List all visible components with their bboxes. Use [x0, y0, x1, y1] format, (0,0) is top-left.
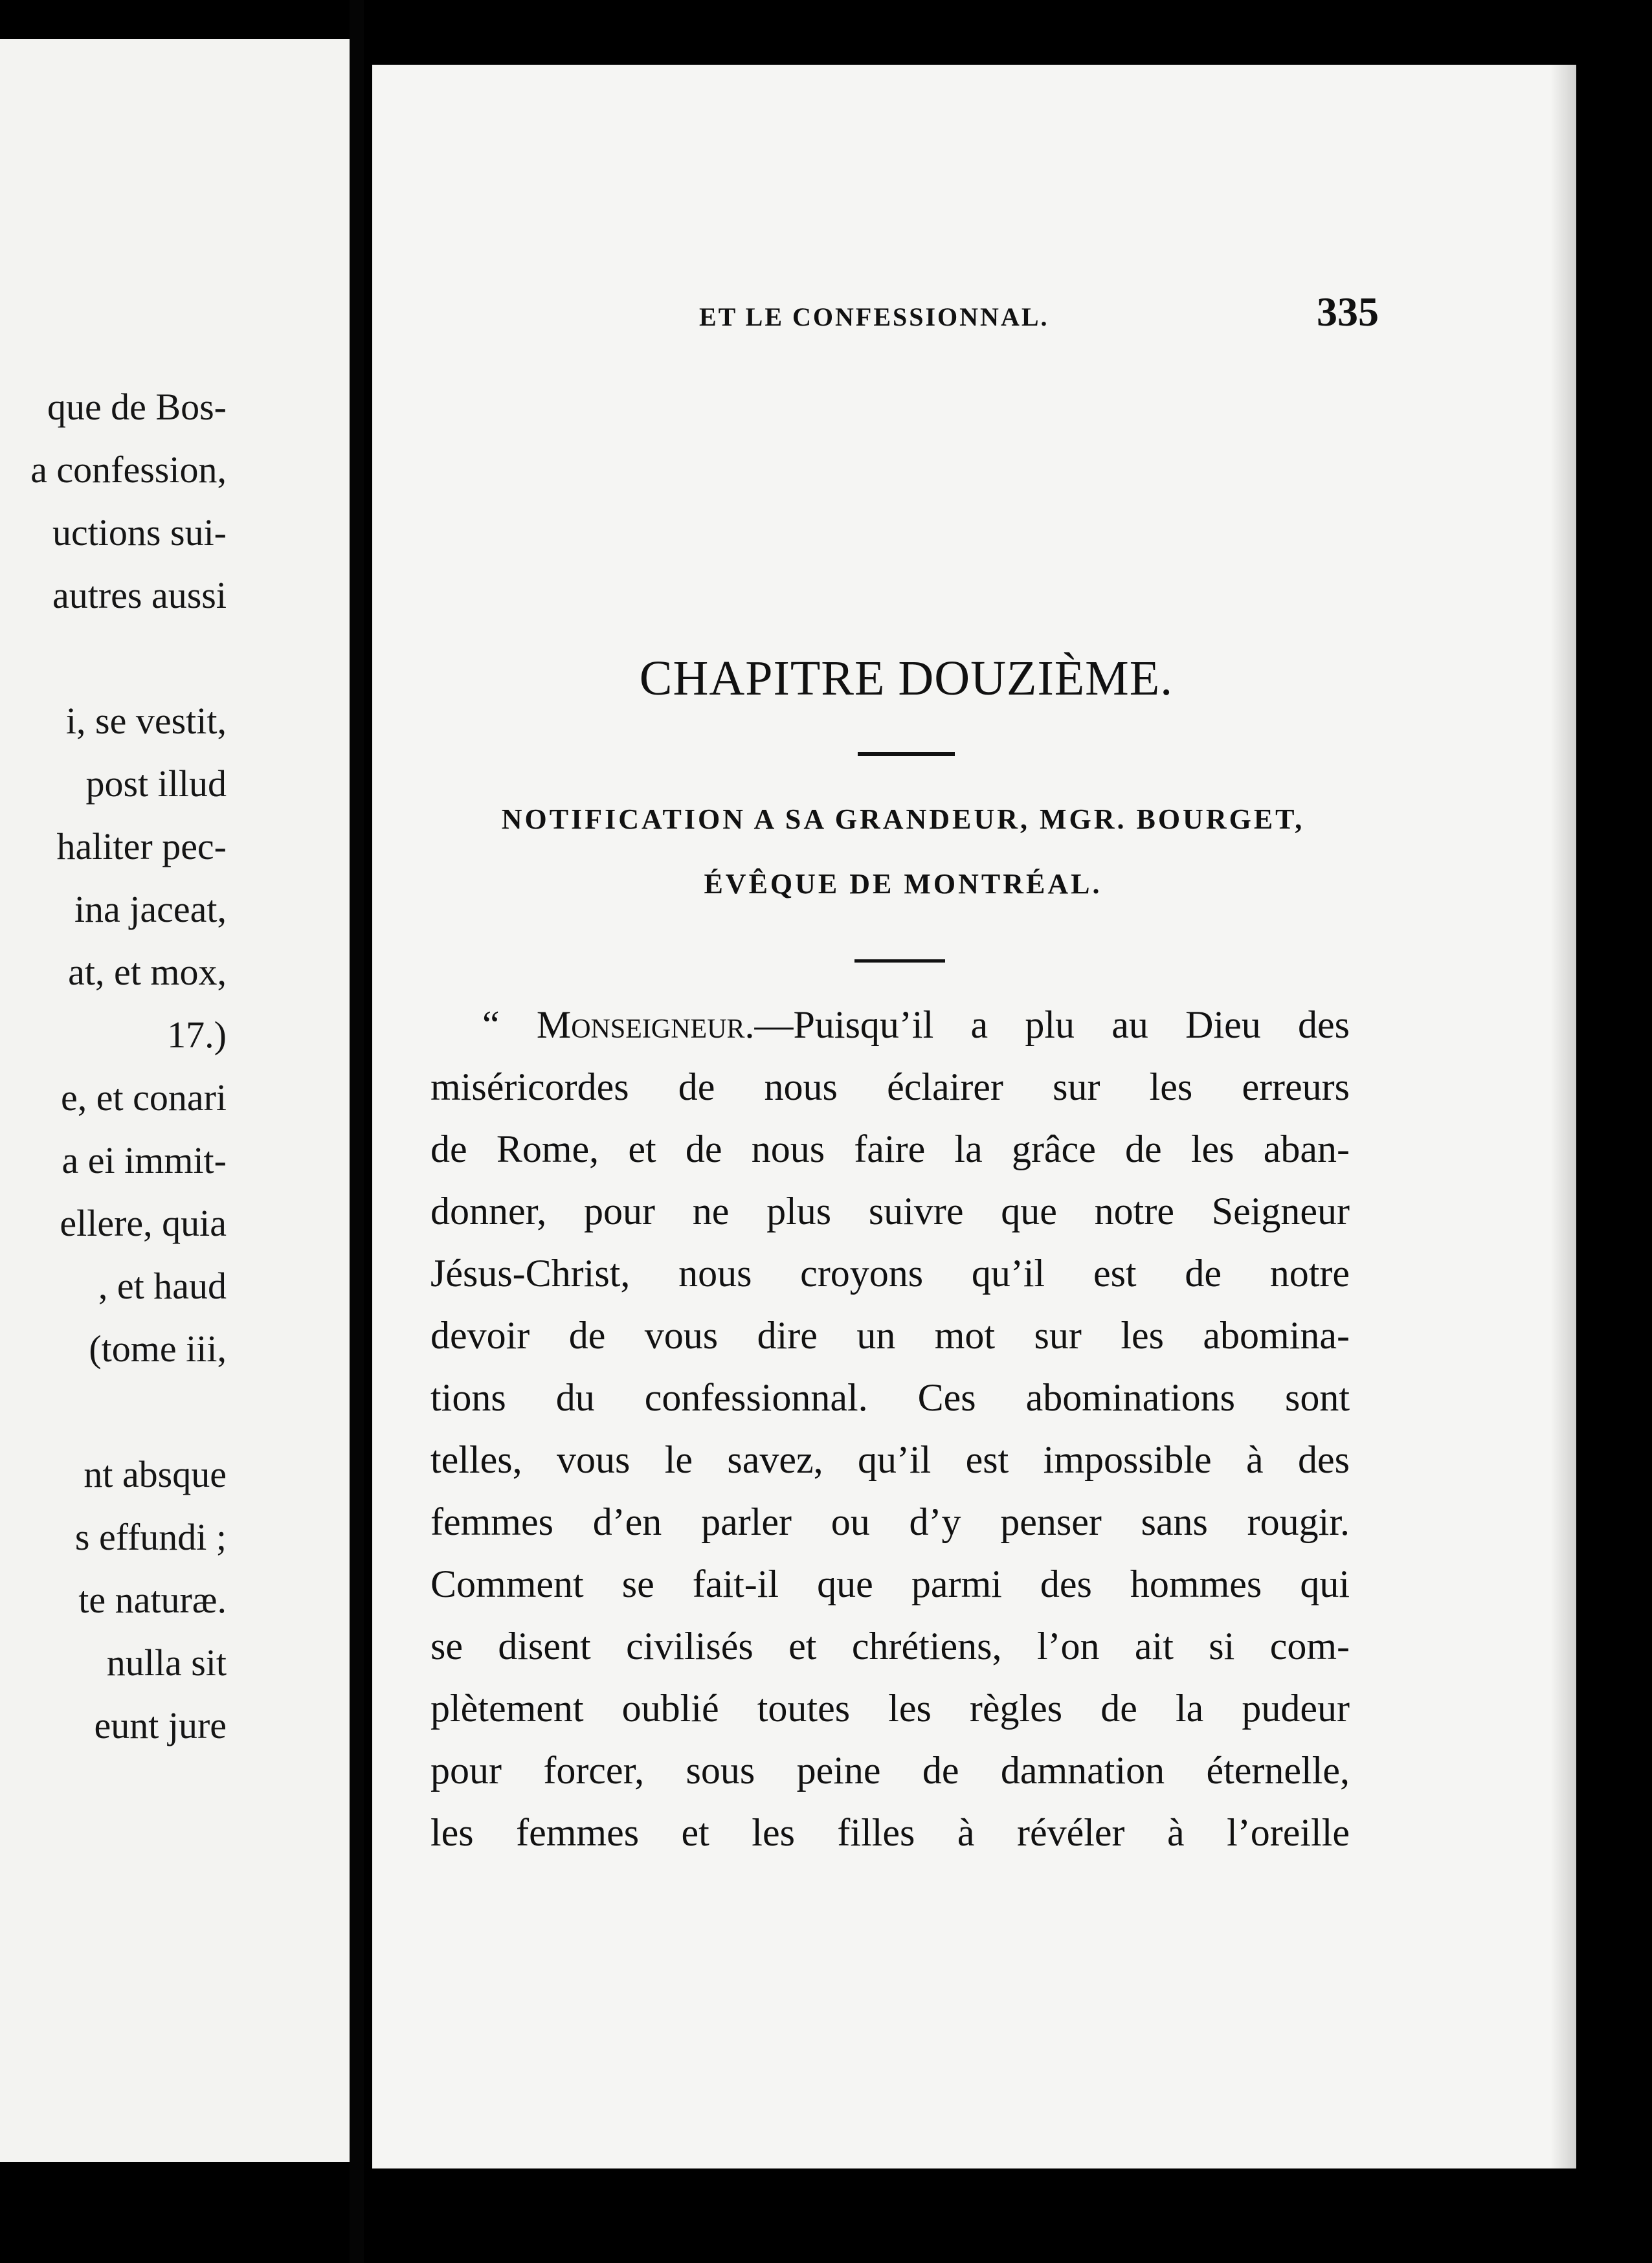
left-line: ina jaceat, [74, 888, 227, 930]
page-header [699, 288, 1379, 336]
body-line: Comment se fait-il que parmi des hommes qui [430, 1563, 1350, 1605]
body-line-text: —Puisqu’il a plu au Dieu des [754, 1003, 1350, 1046]
subtitle-line-2: ÉVÊQUE DE MONTRÉAL. [704, 868, 1102, 900]
body-line: se disent civilisés et chrétiens, l’on ait si com- [430, 1625, 1350, 1667]
subtitle-rule [854, 959, 945, 963]
left-line: post illud [85, 763, 227, 805]
left-line: haliter pec- [56, 825, 227, 867]
left-line: uctions sui- [52, 511, 227, 553]
left-line: 17.) [167, 1014, 227, 1056]
left-line: que de Bos- [47, 386, 227, 428]
title-rule [858, 752, 955, 756]
page-gutter [350, 0, 364, 2263]
body-line: femmes d’en parler ou d’y penser sans rougir. [430, 1500, 1350, 1543]
left-line: (tome iii, [89, 1328, 227, 1370]
left-line: autres aussi [52, 574, 227, 616]
body-line: de Rome, et de nous faire la grâce de les aban- [430, 1128, 1350, 1170]
left-line: eunt jure [94, 1704, 227, 1746]
left-line: i, se vestit, [65, 700, 227, 742]
left-line: e, et conari [60, 1076, 227, 1119]
left-line [0, 1380, 227, 1443]
body-line [430, 994, 1350, 1056]
subtitle-line-1: NOTIFICATION A SA GRANDEUR, MGR. BOURGET, [501, 803, 1305, 835]
left-line: nulla sit [106, 1642, 227, 1684]
left-page [0, 39, 350, 2162]
left-line: a confession, [30, 449, 227, 491]
opening-word: “ Monseigneur. [482, 1003, 755, 1046]
body-line: Jésus-Christ, nous croyons qu’il est de notre [430, 1252, 1350, 1295]
left-line: at, et mox, [68, 951, 227, 993]
left-line: , et haud [98, 1265, 227, 1307]
left-line: ellere, quia [60, 1202, 227, 1244]
left-line: nt absque [84, 1453, 227, 1495]
chapter-title: CHAPITRE DOUZIÈME. [639, 651, 1174, 706]
body-line: plètement oublié toutes les règles de la pudeur [430, 1687, 1350, 1730]
body-line: les femmes et les filles à révéler à l’oreille [430, 1811, 1350, 1854]
body-line: miséricordes de nous éclairer sur les erreurs [430, 1065, 1350, 1108]
left-page-text [0, 375, 227, 1757]
left-line [0, 627, 227, 689]
body-line: pour forcer, sous peine de damnation éternelle, [430, 1749, 1350, 1792]
body-text [430, 994, 1350, 1864]
body-line: donner, pour ne plus suivre que notre Seigneur [430, 1190, 1350, 1232]
body-line: devoir de vous dire un mot sur les abomina- [430, 1314, 1350, 1357]
page-edge-shadow [1550, 65, 1576, 2168]
body-line: tions du confessionnal. Ces abominations sont [430, 1376, 1350, 1419]
page-number: 335 [1317, 289, 1379, 335]
left-line: a ei immit- [61, 1139, 227, 1181]
body-line: telles, vous le savez, qu’il est impossible à des [430, 1438, 1350, 1481]
left-line: s effundi ; [74, 1516, 227, 1558]
left-line: te naturæ. [78, 1579, 227, 1621]
running-head: ET LE CONFESSIONNAL. [699, 302, 1049, 331]
